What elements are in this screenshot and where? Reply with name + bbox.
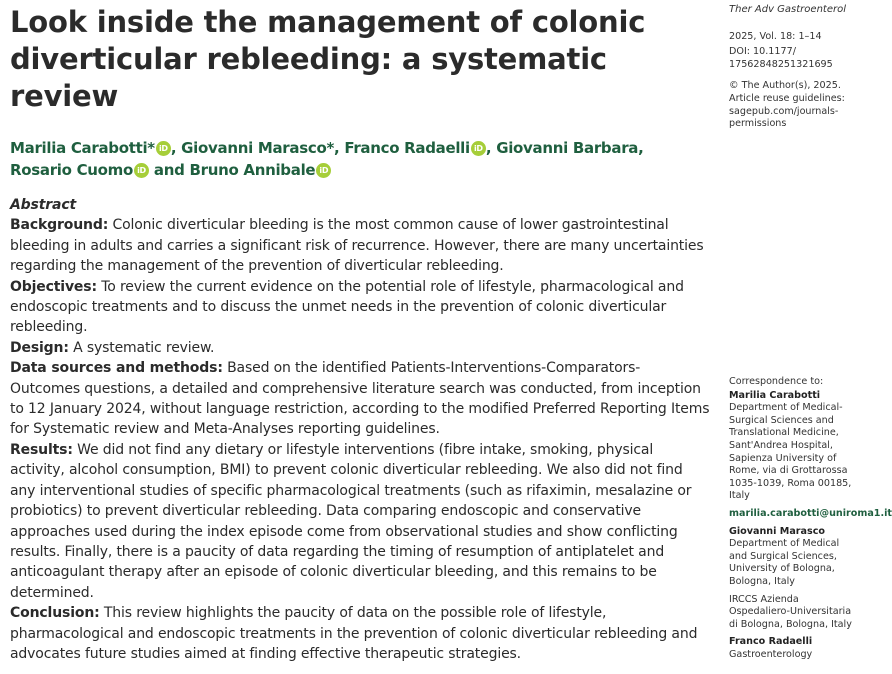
abstract xyxy=(10,195,710,664)
author-line-1 xyxy=(10,137,710,159)
abstract-section xyxy=(10,277,710,338)
doi-value[interactable]: 17562848251321695 xyxy=(729,58,833,70)
corr-author-2-affiliation-2: IRCCS Azienda Ospedaliero-Universitaria di Bologna, Bologna, Italy xyxy=(729,593,852,630)
orcid-icon[interactable]: iD xyxy=(471,141,486,156)
article-main xyxy=(10,4,710,664)
abstract-section-text: We did not find any dietary or lifestyle interventions (fibre intake, smoking, physical activity, alcohol consumption, BMI) to prevent colonic diverticular rebleeding. We also did not find any interventional studies of specific pharmacological treatments (such as rifaximin, mesalazine or probiotics) to prevent diverticular rebleeding. Data comparing endoscopic and conservative approaches used during the index episode come from observational studies and show conflicting results. Finally, there is a paucity of data regarding the timing of resumption of antiplatelet and anticoagulant therapy after an episode of colonic diverticular bleeding, and this remains to be determined. xyxy=(10,441,692,601)
corr-author-3-name: Franco Radaelli xyxy=(729,636,813,648)
abstract-section-label: Conclusion: xyxy=(10,605,100,622)
author-separator: , xyxy=(170,139,182,157)
author-name: Giovanni Marasco* xyxy=(181,139,334,157)
abstract-section-text: Colonic diverticular bleeding is the most common cause of lower gastrointestinal bleeding in adults and carries a significant risk of recurrence. However, there are many uncertainties regarding the management of the prevention of diverticular rebleeding. xyxy=(10,217,704,275)
author-name: Rosario Cuomo xyxy=(10,161,133,179)
corr-author-2-affiliation-1: Department of Medical and Surgical Sciences, University of Bologna, Bologna, Italy xyxy=(729,538,840,587)
author-line-2 xyxy=(10,159,710,181)
abstract-heading: Abstract xyxy=(10,197,77,213)
article-title: Look inside the management of colonic diverticular rebleeding: a systematic review xyxy=(10,5,646,113)
abstract-section-text: This review highlights the paucity of data on the possible role of lifestyle, pharmacological and endoscopic treatments in the prevention of colonic diverticular rebleeding and advocates future studies aimed at finding effective therapeutic strategies. xyxy=(10,605,698,662)
doi-label: DOI: 10.1177/ xyxy=(729,46,796,58)
author-name: Franco Radaelli xyxy=(344,139,470,157)
abstract-section-label: Background: xyxy=(10,217,109,234)
abstract-section xyxy=(10,338,710,358)
author-list xyxy=(10,137,710,181)
abstract-section-text: Based on the identified Patients-Interventions-Comparators-Outcomes questions, a detailed and comprehensive literature search was conducted, from inception to 12 January 2024, without language restriction, according to the modified Preferred Reporting Items for Systematic review and Meta-Analyses reporting guidelines. xyxy=(10,360,710,438)
correspondence-label: Correspondence to: xyxy=(729,376,824,387)
corr-author-3-affiliation: Gastroenterology xyxy=(729,648,813,660)
abstract-section-label: Objectives: xyxy=(10,278,97,295)
orcid-icon[interactable]: iD xyxy=(134,163,149,178)
journal-volume: 2025, Vol. 18: 1–14 xyxy=(729,30,822,42)
corr-author-1-name: Marilia Carabotti xyxy=(729,389,821,401)
orcid-icon[interactable]: iD xyxy=(316,163,331,178)
abstract-section-label: Design: xyxy=(10,339,69,356)
abstract-section xyxy=(10,215,710,276)
abstract-section-label: Results: xyxy=(10,441,73,458)
orcid-icon[interactable]: iD xyxy=(156,141,171,156)
author-separator: and xyxy=(149,161,190,179)
abstract-section xyxy=(10,440,710,603)
abstract-section xyxy=(10,358,710,440)
abstract-section-label: Data sources and methods: xyxy=(10,360,223,377)
copyright-notice: © The Author(s), 2025. Article reuse guidelines: sagepub.com/journals-permissions xyxy=(729,80,845,130)
author-separator: , xyxy=(334,139,345,157)
corr-author-1-email[interactable]: marilia.carabotti@uniroma1.it xyxy=(729,507,892,519)
journal-info xyxy=(729,4,857,131)
abstract-body xyxy=(10,215,710,664)
author-name: Marilia Carabotti* xyxy=(10,139,155,157)
author-name: Bruno Annibale xyxy=(189,161,316,179)
journal-name: Ther Adv Gastroenterol xyxy=(729,4,846,15)
abstract-section-text: To review the current evidence on the potential role of lifestyle, pharmacological and endoscopic treatments and to discuss the unmet needs in the prevention of colonic diverticular rebleeding. xyxy=(10,278,684,336)
author-name: Giovanni Barbara, xyxy=(496,139,644,157)
abstract-section xyxy=(10,603,710,664)
corr-author-1-affiliation: Department of Medical-Surgical Sciences and Translational Medicine, Sant'Andrea Hospital, Sapienza University of Rome, via di Grottarossa 1035-1039, Roma 00185, Italy xyxy=(729,402,852,502)
corr-author-2-name: Giovanni Marasco xyxy=(729,525,825,537)
correspondence xyxy=(729,376,892,661)
abstract-section-text: A systematic review. xyxy=(68,339,215,356)
author-separator: , xyxy=(485,139,497,157)
